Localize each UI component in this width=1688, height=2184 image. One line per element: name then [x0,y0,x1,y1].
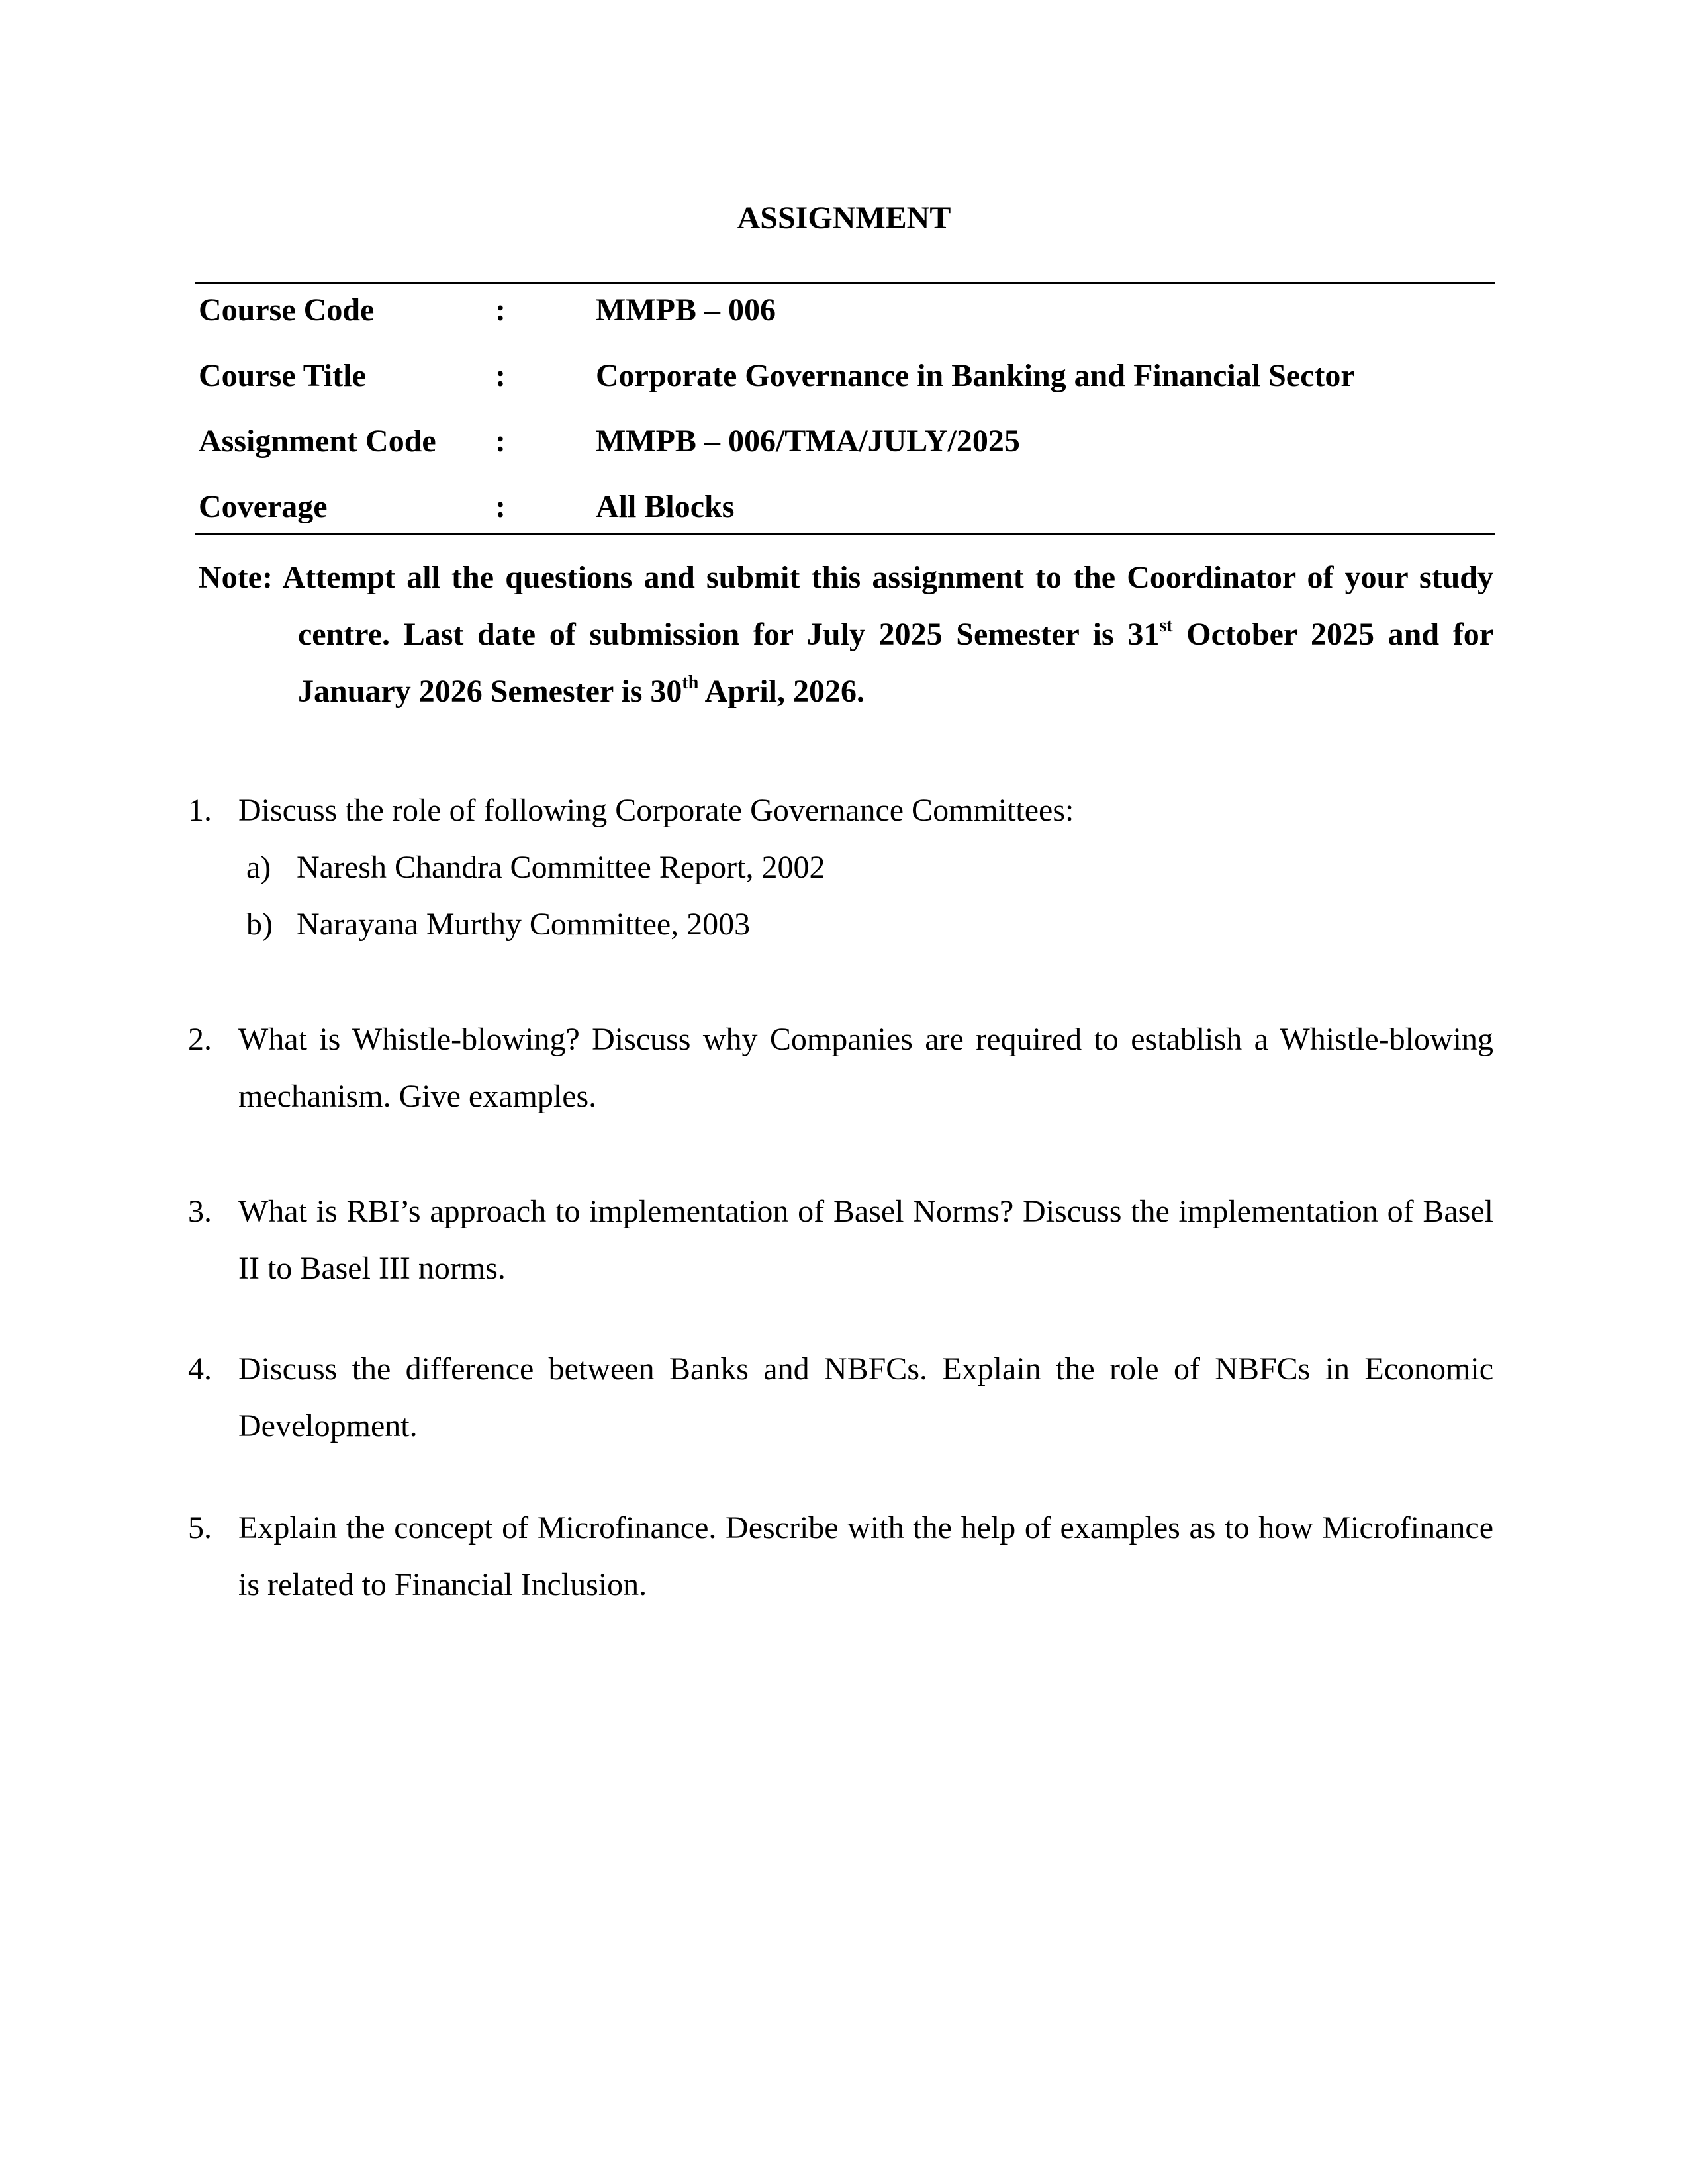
note-sup-st: st [1159,615,1173,636]
question-number: 5. [188,1510,212,1545]
course-title-label: Course Title [199,358,366,393]
question-text: What is Whistle-blowing? Discuss why Companies are required to establish a Whistle-blowing mechanism. Give examples. [238,1022,1493,1114]
course-title-value: Corporate Governance in Banking and Financial Sector [596,358,1355,393]
note-text-2: October 2025 and for January 2026 Semester is 30 [298,617,1494,709]
course-code-label: Course Code [199,293,375,328]
sub-question-letter: b) [246,907,273,942]
question-3 [188,1183,1493,1297]
coverage-value: All Blocks [596,489,735,524]
note-text-1: Note: Attempt all the questions and submit this assignment to the Coordinator of your study centre. Last date of submission for July 2025 Semester is 31 [199,560,1493,652]
question-number: 4. [188,1351,212,1387]
course-code-colon: : [495,293,506,328]
sub-question-b [188,896,1493,953]
coverage-row [195,484,1495,533]
note-sup-th: th [682,672,699,693]
sub-question-letter: a) [246,850,271,885]
question-number: 2. [188,1022,212,1057]
question-text: Discuss the difference between Banks and NBFCs. Explain the role of NBFCs in Economic Development. [238,1351,1493,1443]
question-text: Discuss the role of following Corporate Governance Committees: [238,793,1074,828]
assignment-code-row [195,419,1495,484]
assignment-code-label: Assignment Code [199,424,436,459]
assignment-code-colon: : [495,424,506,459]
sub-question-text: Narayana Murthy Committee, 2003 [297,907,751,942]
question-2 [188,1011,1493,1125]
sub-question-a [188,839,1493,896]
sub-question-text: Naresh Chandra Committee Report, 2002 [297,850,825,885]
course-code-row [195,288,1495,353]
question-text: What is RBI’s approach to implementation of Basel Norms? Discuss the implementation of Basel II to Basel III norms. [238,1194,1493,1286]
coverage-colon: : [495,489,506,524]
submission-note [199,549,1493,720]
assignment-code-value: MMPB – 006/TMA/JULY/2025 [596,424,1020,459]
question-number: 1. [188,793,212,828]
course-title-colon: : [495,358,506,393]
question-4 [188,1341,1493,1455]
page-title: ASSIGNMENT [737,201,951,236]
coverage-label: Coverage [199,489,328,524]
question-5 [188,1500,1493,1614]
question-text: Explain the concept of Microfinance. Describe with the help of examples as to how Microfinance is related to Financial Inclusion. [238,1510,1493,1602]
course-code-value: MMPB – 006 [596,293,776,328]
question-1 [188,782,1493,953]
course-title-row [195,353,1495,419]
course-info-table [195,282,1495,535]
question-number: 3. [188,1194,212,1229]
note-text-3: April, 2026. [698,674,865,709]
